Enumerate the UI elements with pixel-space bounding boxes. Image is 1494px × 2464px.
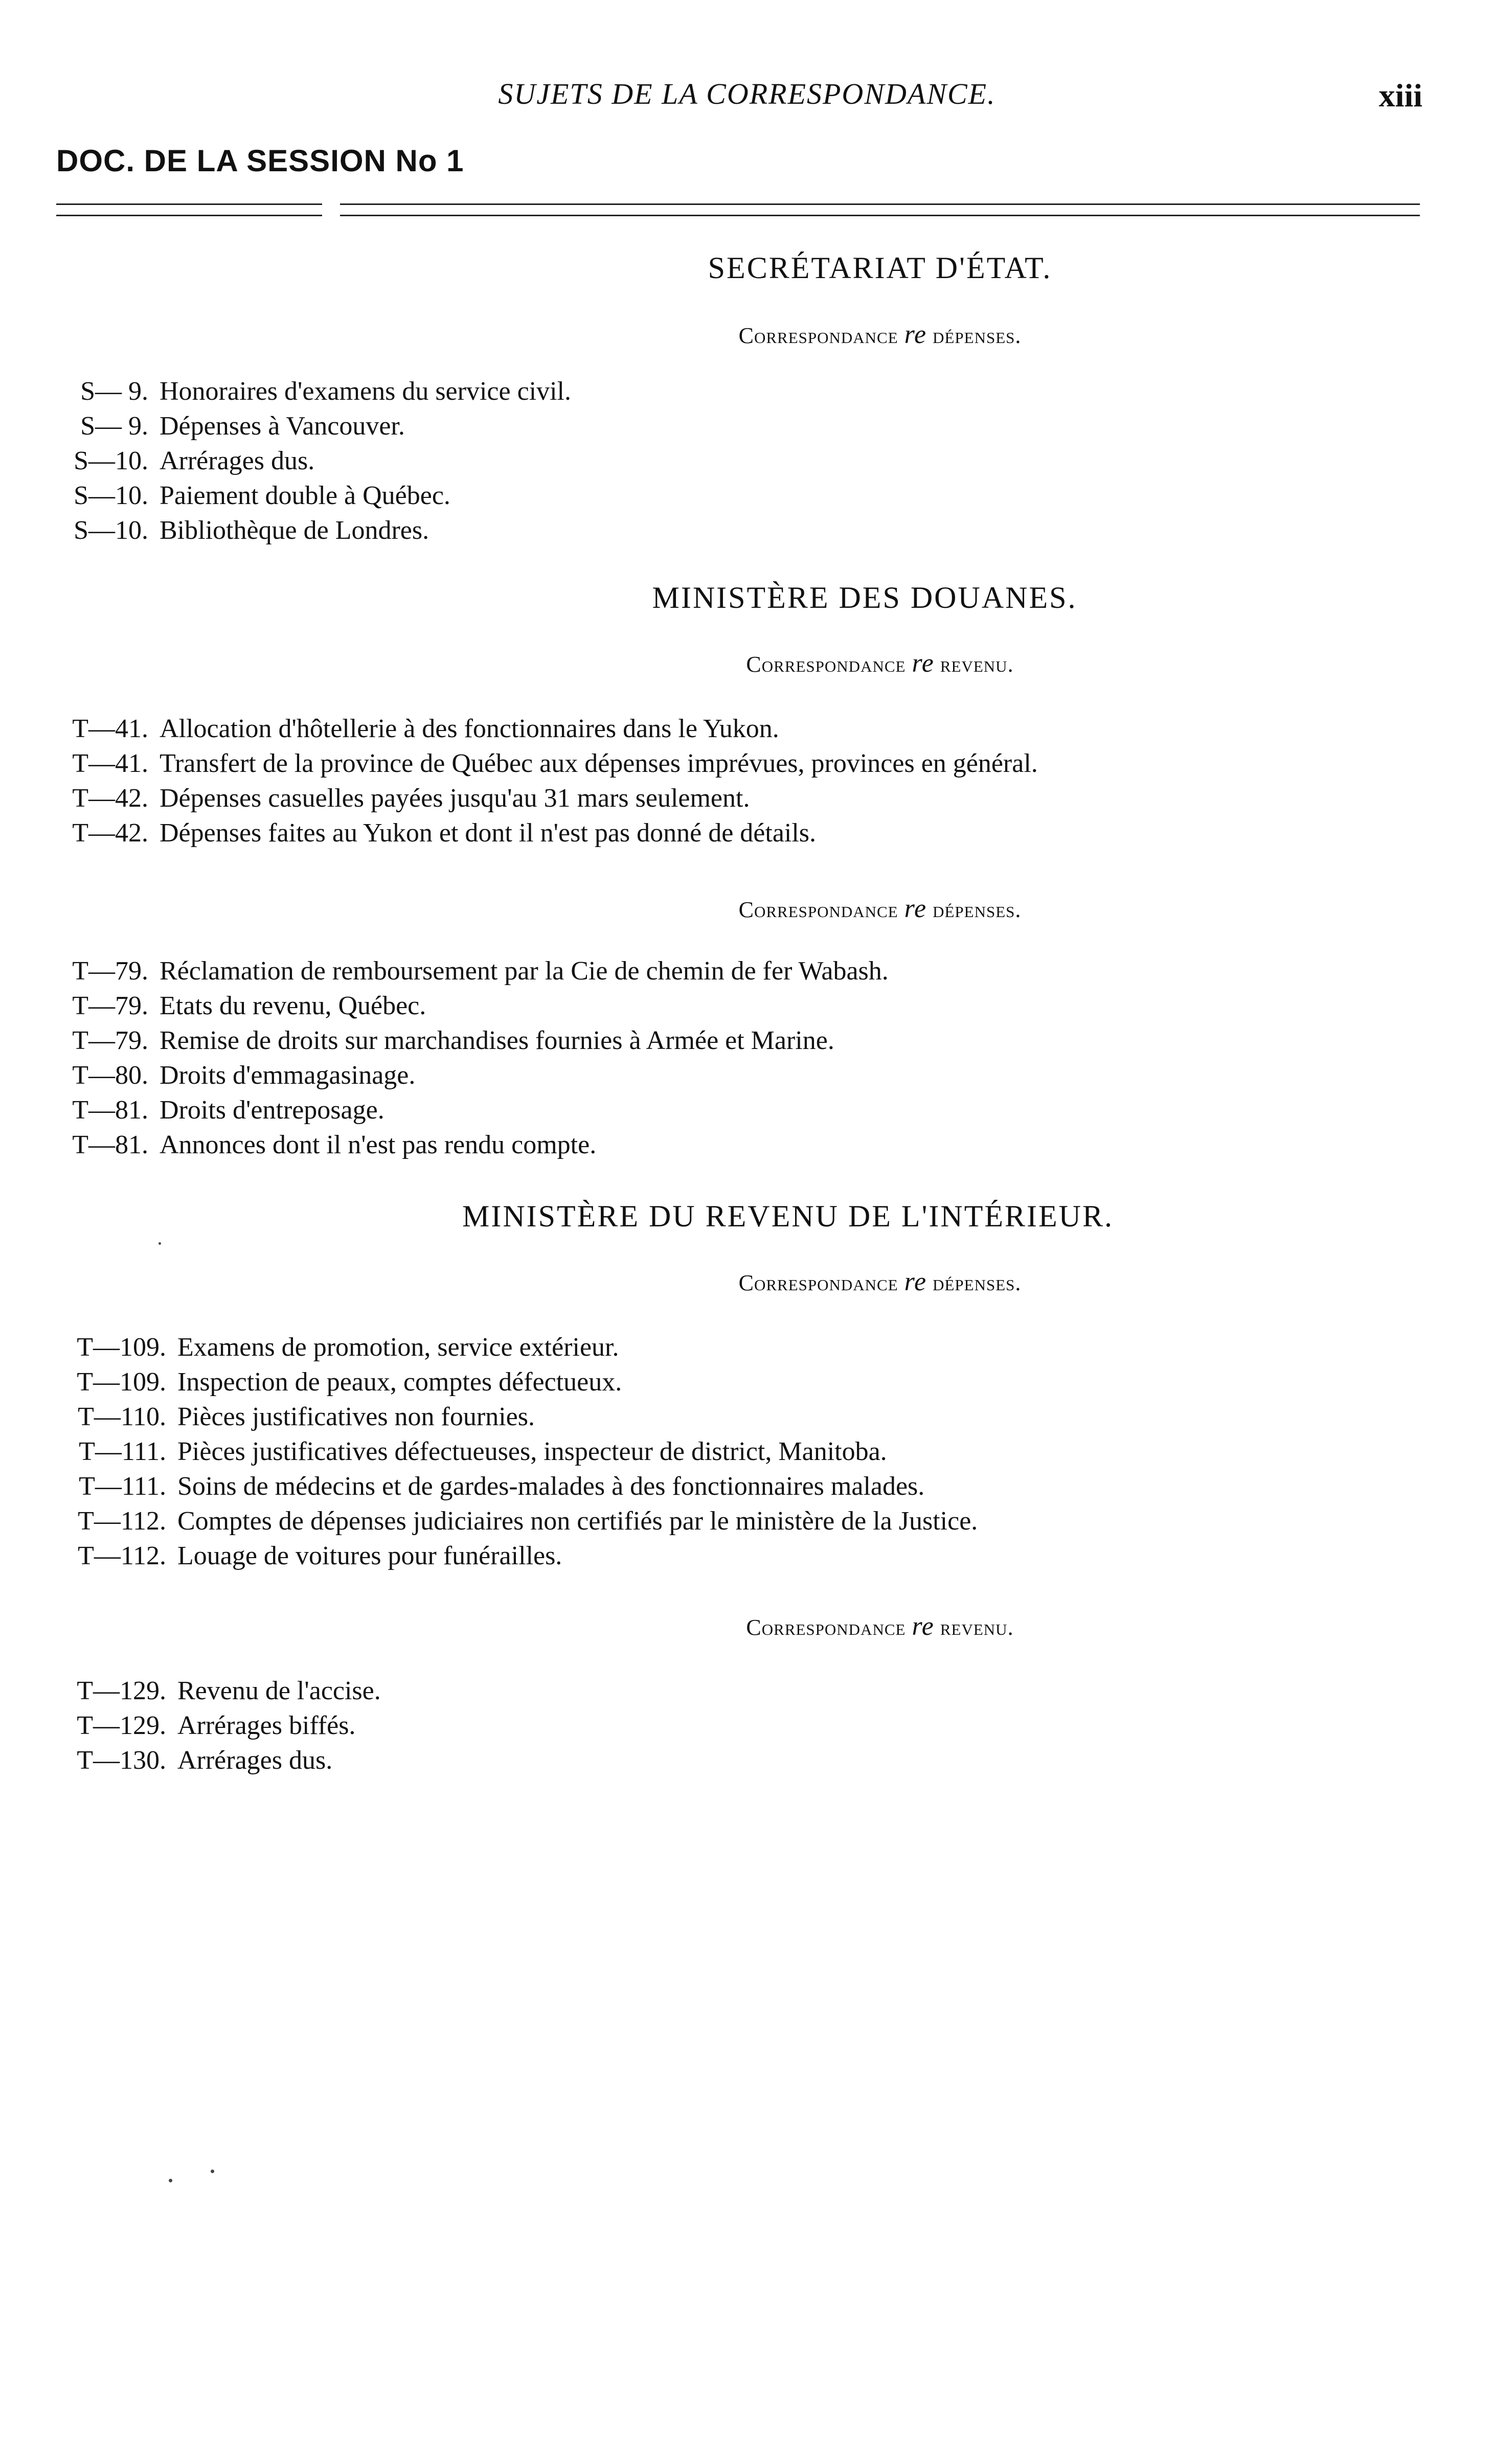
subsection-title [0,320,1494,350]
header-rule-right-bottom [340,215,1420,216]
subsection-re: re [904,1267,927,1296]
entry-code: T—111. [79,1437,166,1466]
list-item [56,1132,596,1158]
subsection-re: re [904,320,927,349]
entry-code: T—41. [72,714,148,743]
entry-code: S—10. [74,516,148,545]
entry-code: T—79. [72,991,148,1020]
entry-text: Arrérages dus. [160,446,315,475]
list-item [56,1028,834,1054]
list-item [56,1439,887,1465]
entry-code: T—81. [72,1130,148,1159]
entry-text: Louage de voitures pour funérailles. [177,1541,562,1570]
entry-text: Bibliothèque de Londres. [160,516,429,545]
entry-text: Réclamation de remboursement par la Cie de chemin de fer Wabash. [160,956,889,986]
list-item [56,820,816,847]
entry-code: T—42. [72,784,148,813]
entry-text: Comptes de dépenses judiciaires non certifiés par le ministère de la Justice. [177,1507,978,1536]
entry-code: T—79. [72,956,148,986]
entry-code: T—110. [78,1402,166,1431]
entry-text: Annonces dont il n'est pas rendu compte. [160,1130,597,1159]
entry-text: Soins de médecins et de gardes-malades à des fonctionnaires malades. [177,1472,925,1501]
list-item [56,1062,415,1089]
entry-text: Transfert de la province de Québec aux dépenses imprévues, provinces en général. [160,749,1038,778]
list-item [56,1404,535,1430]
subsection-re: re [904,894,927,923]
entry-text: Dépenses casuelles payées jusqu'au 31 mars seulement. [160,784,750,813]
entry-code: S—10. [74,481,148,510]
entry-code: T—129. [77,1676,166,1705]
entry-code: T—109. [77,1367,166,1397]
section-title-secretariat: SECRÉTARIAT D'ÉTAT. [708,251,1052,285]
entry-text: Dépenses à Vancouver. [160,412,405,441]
subsection-topic: dépenses. [933,1270,1022,1295]
section-title-douanes: MINISTÈRE DES DOUANES. [652,581,1077,614]
entry-code: T—129. [77,1711,166,1740]
entry-code: T—42. [72,818,148,848]
page-number: xiii [1378,77,1422,113]
entry-code: T—41. [72,749,148,778]
entry-text: Remise de droits sur marchandises fournies à Armée et Marine. [160,1026,834,1055]
list-item [56,785,750,812]
entry-text: Allocation d'hôtellerie à des fonctionnaires dans le Yukon. [160,714,779,743]
subsection-topic: revenu. [940,1615,1014,1640]
list-item [56,448,314,474]
subsection-title [0,648,1494,678]
entry-text: Revenu de l'accise. [177,1676,381,1705]
list-item [56,483,450,509]
list-item [56,716,779,742]
list-item [56,1713,355,1739]
entry-code: T—111. [79,1472,166,1501]
entry-text: Arrérages biffés. [177,1711,356,1740]
entry-code: T—79. [72,1026,148,1055]
header-rule-right-top [340,203,1420,205]
list-item [56,993,426,1019]
subsection-label: Correspondance [746,652,906,677]
entry-code: T—112. [78,1507,166,1536]
list-item [56,1747,332,1774]
entry-code: T—109. [77,1333,166,1362]
list-item [56,1473,924,1500]
entry-code: T—81. [72,1096,148,1125]
scan-speck [159,1242,161,1245]
doc-session-label: DOC. DE LA SESSION No 1 [56,144,464,178]
subsection-re: re [912,1612,934,1641]
subsection-topic: dépenses. [933,323,1022,348]
subsection-label: Correspondance [738,323,898,348]
list-item [56,958,889,985]
entry-code: S— 9. [80,412,148,441]
section-title-revenu-interieur: MINISTÈRE DU REVENU DE L'INTÉRIEUR. [462,1199,1114,1233]
list-item [56,1097,384,1124]
list-item [56,1369,622,1396]
entry-code: S—10. [74,446,148,475]
subsection-title [0,894,1494,924]
entry-text: Etats du revenu, Québec. [160,991,426,1020]
entry-code: T—80. [72,1061,148,1090]
list-item [56,1678,381,1704]
entry-code: S— 9. [80,377,148,406]
running-title: SUJETS DE LA CORRESPONDANCE. [498,77,996,110]
entry-text: Examens de promotion, service extérieur. [177,1333,619,1362]
entry-text: Arrérages dus. [177,1746,333,1775]
subsection-title [0,1267,1494,1297]
entry-text: Dépenses faites au Yukon et dont il n'est pas donné de détails. [160,818,817,848]
list-item [56,750,1038,777]
entry-code: T—112. [78,1541,166,1570]
list-item [56,378,571,405]
entry-code: T—130. [77,1746,166,1775]
subsection-label: Correspondance [738,897,898,922]
subsection-label: Correspondance [746,1615,906,1640]
header-rule-left-top [56,203,322,205]
list-item [56,1508,978,1535]
list-item [56,517,429,544]
entry-text: Droits d'entreposage. [160,1096,384,1125]
entry-text: Inspection de peaux, comptes défectueux. [177,1367,622,1397]
entry-text: Honoraires d'examens du service civil. [160,377,571,406]
subsection-topic: dépenses. [933,897,1022,922]
entry-text: Droits d'emmagasinage. [160,1061,416,1090]
subsection-title [0,1611,1494,1641]
list-item [56,1543,562,1569]
entry-text: Paiement double à Québec. [160,481,450,510]
scan-speck [211,2170,214,2173]
scan-speck [169,2179,172,2182]
list-item [56,413,405,440]
entry-text: Pièces justificatives défectueuses, inspecteur de district, Manitoba. [177,1437,887,1466]
subsection-topic: revenu. [940,652,1014,677]
entry-text: Pièces justificatives non fournies. [177,1402,535,1431]
list-item [56,1334,619,1361]
subsection-label: Correspondance [738,1270,898,1295]
header-rule-left-bottom [56,215,322,216]
subsection-re: re [912,649,934,678]
